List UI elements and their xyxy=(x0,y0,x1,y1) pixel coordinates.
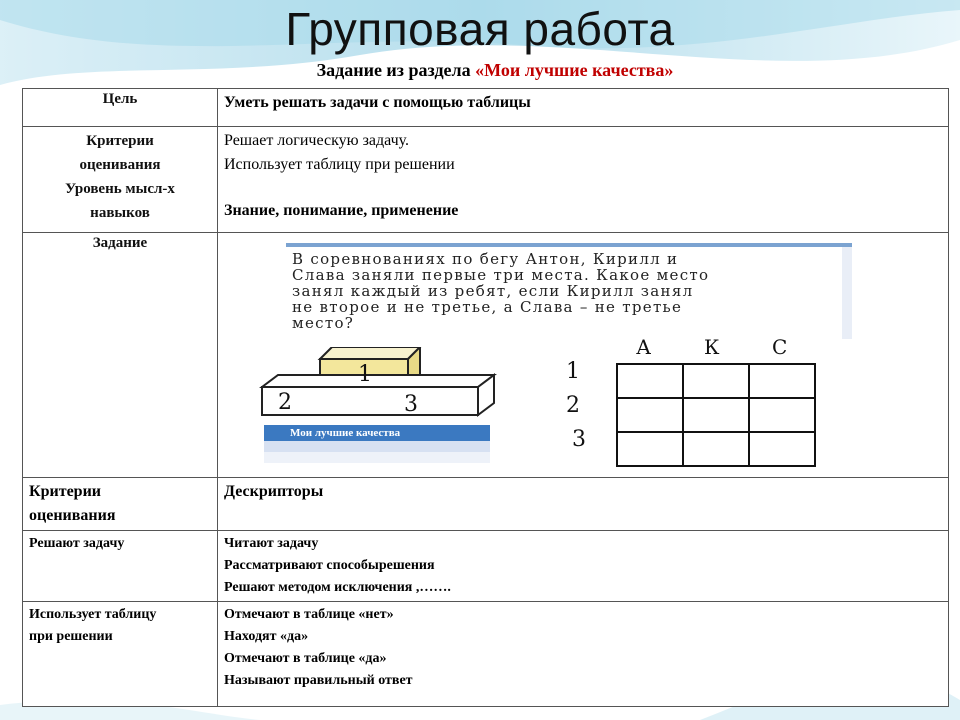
table-row-goal xyxy=(23,89,949,127)
task-subtitle xyxy=(0,60,960,81)
criteria-label-line: навыков xyxy=(90,205,150,221)
task-text-line: не второе и не третье, а Слава – не третье xyxy=(292,298,683,316)
grid-row-1: 1 xyxy=(566,359,580,384)
descriptor-item: Читают задачу xyxy=(224,536,319,551)
lesson-table xyxy=(22,88,949,707)
task-cell xyxy=(218,233,949,478)
podium-place-1: 1 xyxy=(358,362,372,387)
answer-cell xyxy=(749,398,815,432)
solve-label: Решают задачу xyxy=(23,531,218,602)
answer-cell xyxy=(749,432,815,466)
answer-cell xyxy=(683,398,749,432)
grid-row-3: 3 xyxy=(572,427,586,452)
descriptors-header-label-line: Критерии xyxy=(29,483,102,500)
answer-cell xyxy=(617,364,683,398)
criteria-label-line: оценивания xyxy=(79,157,161,173)
solve-descriptors xyxy=(218,531,949,602)
grid-col-s: С xyxy=(772,335,788,359)
descriptor-item: Отмечают в таблице «нет» xyxy=(224,607,394,622)
criteria-label xyxy=(23,127,218,233)
criteria-value xyxy=(218,127,949,233)
criteria-value-line: Использует таблицу при решении xyxy=(224,156,455,173)
answer-cell xyxy=(617,398,683,432)
table-row-use-table xyxy=(23,602,949,707)
goal-label: Цель xyxy=(23,89,218,127)
task-text-line: Слава заняли первые три места. Какое место xyxy=(292,266,710,284)
answer-cell xyxy=(683,432,749,466)
criteria-value-line: Решает логическую задачу. xyxy=(224,132,410,149)
goal-value: Уметь решать задачи с помощью таблицы xyxy=(218,89,949,127)
answer-grid-row xyxy=(617,398,815,432)
task-text-line: занял каждый из ребят, если Кирилл занял xyxy=(292,282,694,300)
grid-row-2: 2 xyxy=(566,393,580,418)
descriptor-item: Называют правильный ответ xyxy=(224,673,413,688)
descriptors-header-label xyxy=(23,478,218,531)
criteria-label-line: Критерии xyxy=(86,133,154,149)
task-text xyxy=(286,243,852,339)
task-text-line: В соревнованиях по бегу Антон, Кирилл и xyxy=(292,250,679,268)
grid-col-a: А xyxy=(636,335,652,359)
caption-rows xyxy=(264,441,490,463)
task-image xyxy=(248,243,852,475)
answer-cell xyxy=(749,364,815,398)
answer-grid-row xyxy=(617,364,815,398)
answer-cell xyxy=(617,432,683,466)
descriptor-item: Решают методом исключения ,……. xyxy=(224,580,451,595)
podium-place-2: 2 xyxy=(278,390,292,415)
table-row-solve xyxy=(23,531,949,602)
task-label: Задание xyxy=(23,233,218,478)
descriptor-item: Рассматривают способырешения xyxy=(224,558,435,573)
answer-grid xyxy=(616,363,816,467)
descriptor-item: Находят «да» xyxy=(224,629,309,644)
page-title: Групповая работа xyxy=(285,3,675,55)
subtitle-prefix: Задание из раздела xyxy=(316,60,476,80)
answer-cell xyxy=(683,364,749,398)
table-row-descriptors-header xyxy=(23,478,949,531)
use-table-label-line: Использует таблицу xyxy=(29,607,157,622)
table-row-criteria xyxy=(23,127,949,233)
grid-col-k: К xyxy=(704,335,720,359)
thinking-level: Знание, понимание, применение xyxy=(224,202,459,219)
table-row-task xyxy=(23,233,949,478)
answer-grid-block xyxy=(566,337,852,475)
use-table-label xyxy=(23,602,218,707)
task-text-line: место? xyxy=(292,314,355,332)
subtitle-section-name: «Мои лучшие качества» xyxy=(475,60,674,80)
answer-grid-row xyxy=(617,432,815,466)
use-table-descriptors xyxy=(218,602,949,707)
descriptor-item: Отмечают в таблице «да» xyxy=(224,651,387,666)
podium-place-3: 3 xyxy=(404,392,418,417)
descriptors-header-label-line: оценивания xyxy=(29,507,116,524)
caption-bar: Мои лучшие качества xyxy=(264,425,490,441)
criteria-label-line: Уровень мысл-х xyxy=(65,181,175,197)
use-table-label-line: при решении xyxy=(29,629,113,644)
descriptors-header-value: Дескрипторы xyxy=(218,478,949,531)
